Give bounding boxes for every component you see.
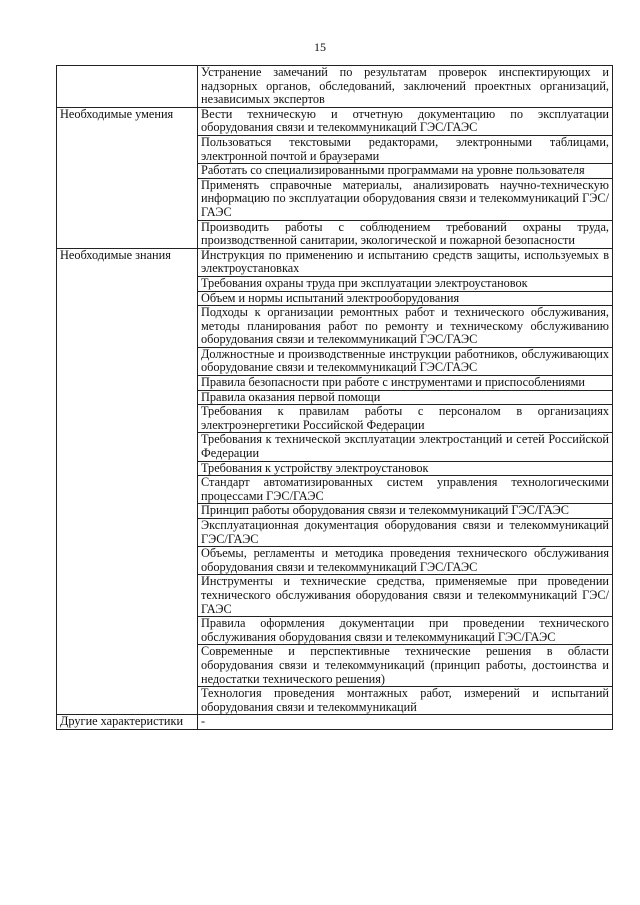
requirement-item: Эксплуатационная документация оборудования связи и телекоммуникаций ГЭС/ГАЭС	[198, 519, 613, 547]
table-row	[57, 66, 613, 108]
requirement-item: Инструкция по применению и испытанию средств защиты, используемых в электроустановках	[198, 248, 613, 276]
requirement-item: Применять справочные материалы, анализировать научно-техническую информацию по эксплуатации оборудования связи и телекоммуникаций ГЭС/ГАЭС	[198, 178, 613, 220]
requirement-item: Принцип работы оборудования связи и телекоммуникаций ГЭС/ГАЭС	[198, 504, 613, 519]
requirement-item: Работать со специализированными программами на уровне пользователя	[198, 164, 613, 179]
requirement-item: Правила оформления документации при проведении технического обслуживания оборудования связи и телекоммуникаций ГЭС/ГАЭС	[198, 617, 613, 645]
requirement-item: Современные и перспективные технические решения в области оборудования связи и телекоммуникаций (принцип работы, достоинства и недостатки технического решения)	[198, 645, 613, 687]
requirement-item: Технология проведения монтажных работ, измерений и испытаний оборудования связи и телекоммуникаций	[198, 687, 613, 715]
requirement-item: Требования к устройству электроустановок	[198, 461, 613, 476]
requirement-item: Требования охраны труда при эксплуатации электроустановок	[198, 276, 613, 291]
row-label	[57, 66, 198, 108]
table-row	[57, 715, 613, 730]
requirement-item: Правила безопасности при работе с инструментами и приспособлениями	[198, 376, 613, 391]
requirement-item: Правила оказания первой помощи	[198, 390, 613, 405]
row-label: Другие характеристики	[57, 715, 198, 730]
page-number: 15	[314, 40, 326, 54]
requirement-item: Пользоваться текстовыми редакторами, электронными таблицами, электронной почтой и браузерами	[198, 135, 613, 163]
row-label: Необходимые умения	[57, 107, 198, 248]
requirement-item: Устранение замечаний по результатам проверок инспектирующих и надзорных органов, обследований, заключений проектных организаций, независимых экспертов	[198, 66, 613, 108]
requirement-item: Подходы к организации ремонтных работ и технического обслуживания, методы планирования работ по ремонту и техническому обслуживанию оборудования связи и телекоммуникаций ГЭС/ГАЭС	[198, 306, 613, 348]
table-row	[57, 248, 613, 276]
requirement-item: Объемы, регламенты и методика проведения технического обслуживания оборудования связи и телекоммуникаций ГЭС/ГАЭС	[198, 547, 613, 575]
requirement-item: Инструменты и технические средства, применяемые при проведении технического обслуживания оборудования связи и телекоммуникаций ГЭС/ГАЭС	[198, 575, 613, 617]
requirement-item: Объем и нормы испытаний электрооборудования	[198, 291, 613, 306]
row-label: Необходимые знания	[57, 248, 198, 715]
requirement-item: Вести техническую и отчетную документацию по эксплуатации оборудования связи и телекоммуникаций ГЭС/ГАЭС	[198, 107, 613, 135]
requirement-item: Требования к технической эксплуатации электростанций и сетей Российской Федерации	[198, 433, 613, 461]
competency-table	[56, 65, 613, 730]
requirement-item: Требования к правилам работы с персоналом в организациях электроэнергетики Российской Федерации	[198, 405, 613, 433]
requirement-item: -	[198, 715, 613, 730]
requirement-item: Должностные и производственные инструкции работников, обслуживающих оборудование связи и телекоммуникаций ГЭС/ГАЭС	[198, 347, 613, 375]
requirement-item: Стандарт автоматизированных систем управления технологическими процессами ГЭС/ГАЭС	[198, 476, 613, 504]
table-row	[57, 107, 613, 135]
table-body	[57, 66, 613, 730]
requirement-item: Производить работы с соблюдением требований охраны труда, производственной санитарии, экологической и пожарной безопасности	[198, 220, 613, 248]
